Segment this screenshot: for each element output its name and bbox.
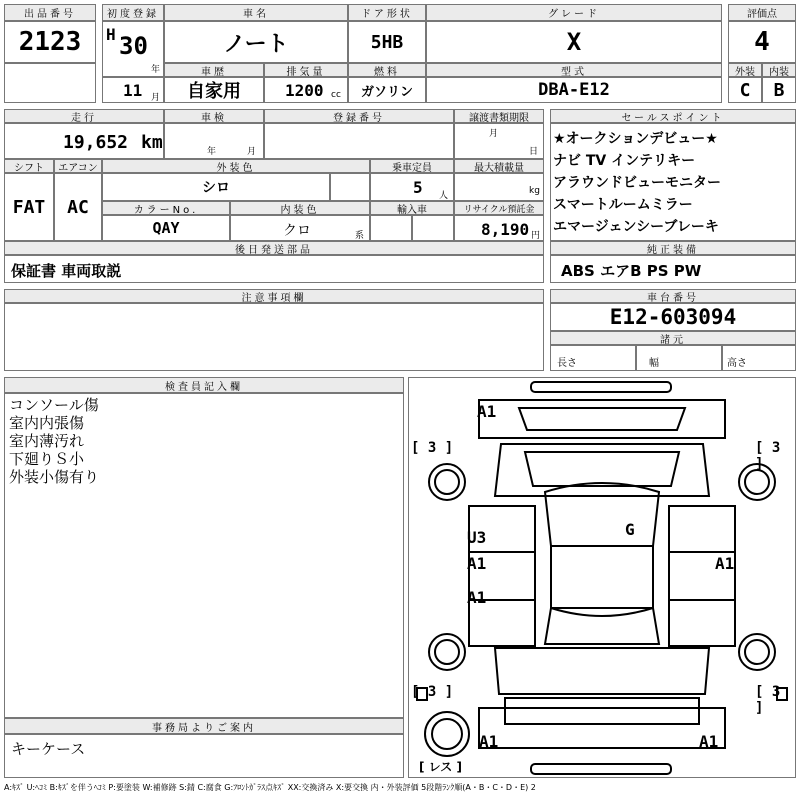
seats-header: 乗車定員 xyxy=(370,159,454,173)
later-parts-header: 後日発送部品 xyxy=(4,241,544,255)
chassis-value: E12-603094 xyxy=(550,303,796,331)
recycle-box xyxy=(454,215,544,241)
history-value: 自家用 xyxy=(164,77,264,103)
max-load-header: 最大積載量 xyxy=(454,159,544,173)
grade-header: グレード xyxy=(426,4,722,21)
lot-no-value: 2123 xyxy=(4,21,96,63)
shift-value: FAT xyxy=(4,173,54,241)
km-unit: km xyxy=(141,132,163,153)
car-diagram xyxy=(408,377,796,778)
import-box-1 xyxy=(370,215,412,241)
damage-mark: A1 xyxy=(479,732,499,751)
ext-color-blank xyxy=(330,173,370,201)
tire-tread-mark: [ 3 ] xyxy=(755,440,781,472)
mileage-box xyxy=(4,123,164,159)
score-header: 評価点 xyxy=(728,4,796,21)
selling-point: ナビ TV インテリキー xyxy=(553,153,696,169)
yen-unit: 円 xyxy=(531,231,541,241)
import-header: 輸入車 xyxy=(370,201,454,215)
damage-mark: A1 xyxy=(699,732,719,751)
door-header: ドア形状 xyxy=(348,4,426,21)
int-color-header: 内装色 xyxy=(230,201,370,215)
door-value: 5HB xyxy=(348,21,426,63)
aircon-value: AC xyxy=(54,173,102,241)
spare-tire-label: [ レス ] xyxy=(419,760,462,774)
person-unit: 人 xyxy=(439,191,449,201)
length-cell: 長さ xyxy=(550,345,636,371)
displacement-header: 排気量 xyxy=(264,63,348,77)
car-outline-svg xyxy=(409,378,795,777)
first-reg-header: 初度登録 xyxy=(102,4,164,21)
lot-no-header: 出品番号 xyxy=(4,4,96,21)
interior-value: B xyxy=(762,77,796,103)
office-notes: キーケース xyxy=(4,734,404,778)
tire-tread-mark: [ 3 ] xyxy=(411,684,454,700)
selling-point: スマートルームミラー xyxy=(553,197,693,213)
tire-tread-mark: [ 3 ] xyxy=(755,684,781,716)
damage-mark: A1 xyxy=(715,554,735,573)
lot-no-blank xyxy=(4,63,96,103)
reg-no-header: 登録番号 xyxy=(264,109,454,123)
tire-tread-mark: [ 3 ] xyxy=(411,440,454,456)
selling-points-header: セールスポイント xyxy=(550,109,796,123)
exterior-header: 外装 xyxy=(728,63,762,77)
selling-point: エマージェンシーブレーキ xyxy=(553,219,719,235)
damage-mark: A1 xyxy=(467,588,487,607)
later-parts-value: 保証書 車両取説 xyxy=(4,255,544,283)
seats-box xyxy=(370,173,454,201)
inspection-box xyxy=(164,123,264,159)
exterior-value: C xyxy=(728,77,762,103)
options-header: 純正装備 xyxy=(550,241,796,255)
damage-mark: U3 xyxy=(467,528,487,547)
seats-value: 5 xyxy=(413,178,423,197)
model-code-header: 型式 xyxy=(426,63,722,77)
displacement-box xyxy=(264,77,348,103)
model-code-value: DBA-E12 xyxy=(426,77,722,103)
inspection-header: 車検 xyxy=(164,109,264,123)
mileage-value: 19,652 xyxy=(63,132,129,153)
selling-points-box xyxy=(550,123,796,241)
max-load-box xyxy=(454,173,544,201)
kg-unit: kg xyxy=(529,186,540,196)
damage-mark: A1 xyxy=(477,402,497,421)
history-header: 車歴 xyxy=(164,63,264,77)
displacement-value: 1200 xyxy=(285,81,324,100)
chassis-header: 車台番号 xyxy=(550,289,796,303)
selling-point: ★オークションデビュー★ xyxy=(553,131,718,147)
inspector-box xyxy=(4,393,404,718)
fuel-header: 燃料 xyxy=(348,63,426,77)
score-value: 4 xyxy=(728,21,796,63)
recycle-header: リサイクル預託金 xyxy=(454,201,544,215)
inspector-notes: コンソール傷 室内内張傷 室内薄汚れ 下廻りＳ小 外装小傷有り xyxy=(9,396,100,486)
color-no-value: QAY xyxy=(102,215,230,241)
interior-header: 内装 xyxy=(762,63,796,77)
specs-header: 諸元 xyxy=(550,331,796,345)
transfer-day: 日 xyxy=(529,147,539,157)
office-header: 事務局よりご案内 xyxy=(4,718,404,734)
first-reg-box xyxy=(102,21,164,77)
year-unit: 年 xyxy=(151,65,161,75)
transfer-header: 譲渡書類期限 xyxy=(454,109,544,123)
caution-header: 注意事項欄 xyxy=(4,289,544,303)
int-color-value: クロ xyxy=(283,223,311,239)
era-letter: H xyxy=(106,25,116,44)
car-name-header: 車名 xyxy=(164,4,348,21)
import-box-2 xyxy=(412,215,454,241)
shift-header: シフト xyxy=(4,159,54,173)
fuel-value: ガソリン xyxy=(348,77,426,103)
inspection-month: 月 xyxy=(247,147,257,157)
ext-color-value: シロ xyxy=(102,173,330,201)
inspector-header: 検査員記入欄 xyxy=(4,377,404,393)
options-value: ABS エアB PS PW xyxy=(550,255,796,283)
car-name-value: ノート xyxy=(164,21,348,63)
selling-point: アラウンドビューモニター xyxy=(553,175,721,191)
kei-unit: 系 xyxy=(355,231,365,241)
color-no-header: カラーNo. xyxy=(102,201,230,215)
inspection-year: 年 xyxy=(207,147,217,157)
aircon-header: エアコン xyxy=(54,159,102,173)
height-cell: 高さ xyxy=(722,345,796,371)
grade-value: X xyxy=(426,21,722,63)
ext-color-header: 外装色 xyxy=(102,159,370,173)
damage-mark: G xyxy=(625,520,635,539)
cc-unit: cc xyxy=(331,90,341,100)
width-cell: 幅 xyxy=(636,345,722,371)
transfer-box xyxy=(454,123,544,159)
first-reg-month: 11 xyxy=(123,81,143,100)
first-reg-year: 30 xyxy=(119,32,148,60)
recycle-value: 8,190 xyxy=(481,220,530,239)
first-reg-month-box xyxy=(102,77,164,103)
reg-no-box xyxy=(264,123,454,159)
damage-mark: A1 xyxy=(467,554,487,573)
mileage-header: 走行 xyxy=(4,109,164,123)
transfer-month: 月 xyxy=(489,129,499,139)
legend-footer: A:ｷｽﾞ U:ﾍｺﾐ B:ｷｽﾞを伴うﾍｺﾐ P:要塗装 W:補修跡 S:錆 C:腐食 G:ﾌﾛﾝﾄｶﾞﾗｽ点ｷｽﾞ XX:交換済み X:要交換 内・外装評価 5段階ﾗﾝｸ順(A・B・C・D・E) 2 xyxy=(4,783,536,792)
caution-box xyxy=(4,303,544,371)
month-unit: 月 xyxy=(151,93,161,103)
int-color-box xyxy=(230,215,370,241)
